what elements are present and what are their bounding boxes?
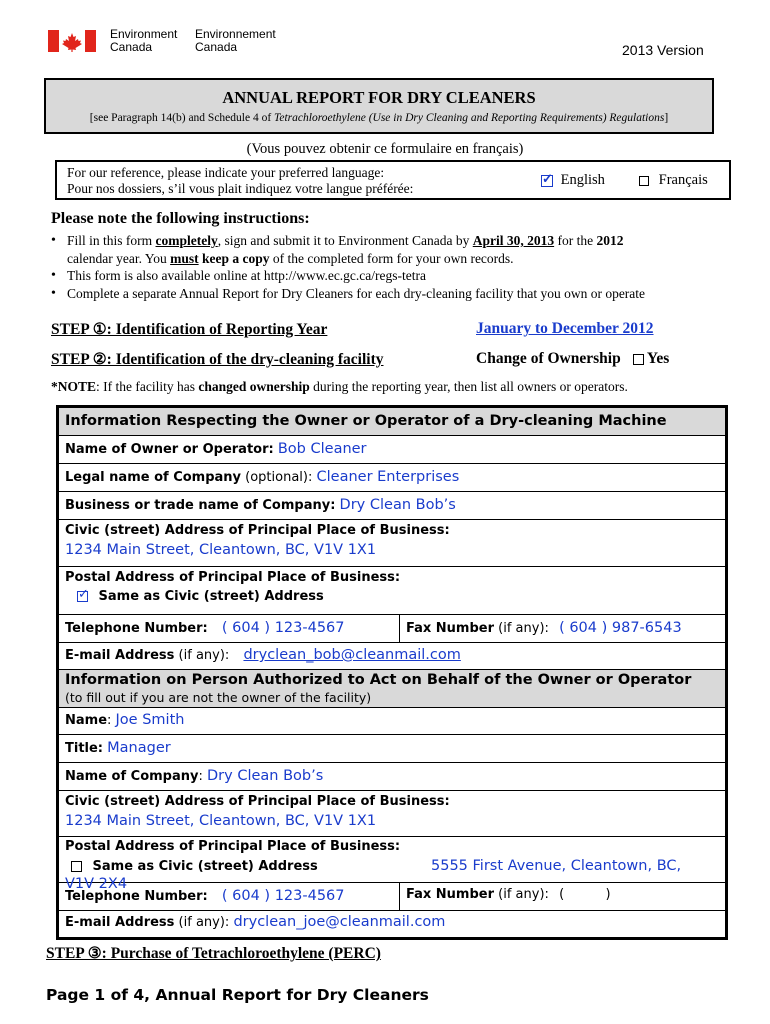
version-label: 2013 Version — [622, 42, 704, 58]
agent-same-address-checkbox[interactable] — [71, 861, 82, 872]
instruction-item: • Complete a separate Annual Report for Dry Cleaners for each dry-cleaning facility that you own or operate — [49, 285, 749, 303]
owner-name-field[interactable]: Bob Cleaner — [277, 441, 367, 457]
department-name-fr: Environnement Canada — [195, 27, 276, 54]
agent-email-row[interactable]: E-mail Address (if any): dryclean_joe@cleanmail.com — [65, 914, 446, 930]
english-checkbox[interactable] — [541, 175, 553, 187]
owner-civic-address-field[interactable]: 1234 Main Street, Cleantown, BC, V1V 1X1 — [65, 542, 377, 558]
department-name-en: Environment Canada — [110, 27, 178, 54]
step2-label: STEP ②: Identification of the dry-cleaning facility — [51, 351, 384, 368]
legal-name-field[interactable]: Cleaner Enterprises — [316, 469, 460, 485]
owner-email-field[interactable]: dryclean_bob@cleanmail.com — [243, 647, 461, 663]
instructions-heading: Please note the following instructions: — [51, 210, 310, 227]
agent-name-row[interactable]: Name: Joe Smith — [59, 708, 725, 735]
agent-title-field[interactable]: Manager — [107, 740, 171, 756]
agent-fax-field[interactable]: ( ) — [559, 887, 611, 902]
french-availability-note: (Vous pouvez obtenir ce formulaire en français) — [246, 141, 524, 157]
instruction-item: • This form is also available online at http://www.ec.gc.ca/regs-tetra — [49, 267, 749, 285]
language-preference-box — [55, 160, 731, 200]
language-option-english[interactable]: ✓ English — [541, 172, 605, 189]
step1-label: STEP ①: Identification of Reporting Year — [51, 321, 328, 338]
language-prompt: For our reference, please indicate your preferred language: Pour nos dossiers, s’il vous plait indiquez votre langue préférée: — [67, 165, 414, 196]
agent-postal-address-row[interactable]: Postal Address of Principal Place of Business: Same as Civic (street) Address 5555 First Avenue, Cleantown, BC, V1V 2X4 — [59, 837, 725, 883]
owner-fax-field[interactable]: ( 604 ) 987-6543 — [559, 620, 682, 636]
owner-same-address-checkbox[interactable] — [77, 591, 88, 602]
agent-company-field[interactable]: Dry Clean Bob’s — [207, 768, 324, 784]
owner-section-header: Information Respecting the Owner or Operator of a Dry-cleaning Machine — [59, 408, 725, 436]
agent-name-field[interactable]: Joe Smith — [115, 712, 185, 728]
owner-telephone-field[interactable]: ( 604 ) 123-4567 — [221, 620, 345, 636]
agent-civic-address-field[interactable]: 1234 Main Street, Cleantown, BC, V1V 1X1 — [65, 813, 377, 829]
owner-information-form — [56, 405, 728, 940]
agent-civic-address-row[interactable]: Civic (street) Address of Principal Place of Business: 1234 Main Street, Cleantown, BC, V1V 1X1 — [59, 791, 725, 837]
agent-postal-address-overflow: V1V 2X4 — [65, 876, 128, 892]
agent-phone-row: Telephone Number: ( 604 ) 123-4567 Fax Number (if any): ( ) — [59, 883, 725, 911]
form-title-box — [44, 78, 714, 134]
form-title: ANNUAL REPORT FOR DRY CLEANERS — [222, 88, 536, 107]
agent-company-row[interactable]: Name of Company: Dry Clean Bob’s — [59, 763, 725, 791]
owner-phone-row: Telephone Number: ( 604 ) 123-4567 Fax Number (if any): ( 604 ) 987-6543 — [59, 615, 725, 643]
step3-label: STEP ③: Purchase of Tetrachloroethylene (PERC) — [46, 945, 381, 962]
trade-name-field[interactable]: Dry Clean Bob’s — [339, 497, 456, 513]
french-checkbox[interactable] — [639, 176, 649, 186]
instructions-list — [49, 232, 749, 302]
change-ownership-checkbox[interactable] — [633, 354, 644, 365]
ownership-note: *NOTE: If the facility has changed ownership during the reporting year, then list all owners or operators. — [51, 379, 628, 394]
legal-name-row[interactable]: Legal name of Company (optional): Cleaner Enterprises — [59, 464, 725, 492]
change-ownership: Change of Ownership Yes — [476, 350, 670, 367]
trade-name-row[interactable]: Business or trade name of Company: Dry Clean Bob’s — [59, 492, 725, 520]
agent-section-header: Information on Person Authorized to Act on Behalf of the Owner or Operator (to fill out if you are not the owner of the facility) — [59, 670, 725, 708]
canada-flag-logo — [48, 30, 96, 52]
agent-email-field[interactable]: dryclean_joe@cleanmail.com — [233, 914, 446, 930]
owner-civic-address-row[interactable]: Civic (street) Address of Principal Place of Business: 1234 Main Street, Cleantown, BC, V1V 1X1 — [59, 520, 725, 567]
reporting-year-value[interactable]: January to December 2012 — [476, 320, 654, 337]
owner-name-row[interactable]: Name of Owner or Operator: Bob Cleaner — [59, 436, 725, 464]
agent-title-row[interactable]: Title: Manager — [59, 735, 725, 763]
page-footer: Page 1 of 4, Annual Report for Dry Cleaners — [46, 986, 429, 1004]
agent-telephone-field[interactable]: ( 604 ) 123-4567 — [221, 888, 345, 904]
owner-email-row[interactable]: E-mail Address (if any): dryclean_bob@cleanmail.com — [59, 643, 725, 670]
form-subtitle: [see Paragraph 14(b) and Schedule 4 of Tetrachloroethylene (Use in Dry Cleaning and Reporting Requirements) Regulations] — [89, 112, 669, 124]
owner-postal-address-row[interactable]: Postal Address of Principal Place of Business: ✓ Same as Civic (street) Address — [59, 567, 725, 615]
language-option-french[interactable]: Français — [639, 172, 708, 189]
agent-postal-address-field[interactable]: 5555 First Avenue, Cleantown, BC, — [431, 858, 682, 874]
instruction-item: • Fill in this form completely, sign and submit it to Environment Canada by April 30, 2013 for the 2012 calendar year. You must keep a copy of the completed form for your own records. — [49, 232, 749, 267]
